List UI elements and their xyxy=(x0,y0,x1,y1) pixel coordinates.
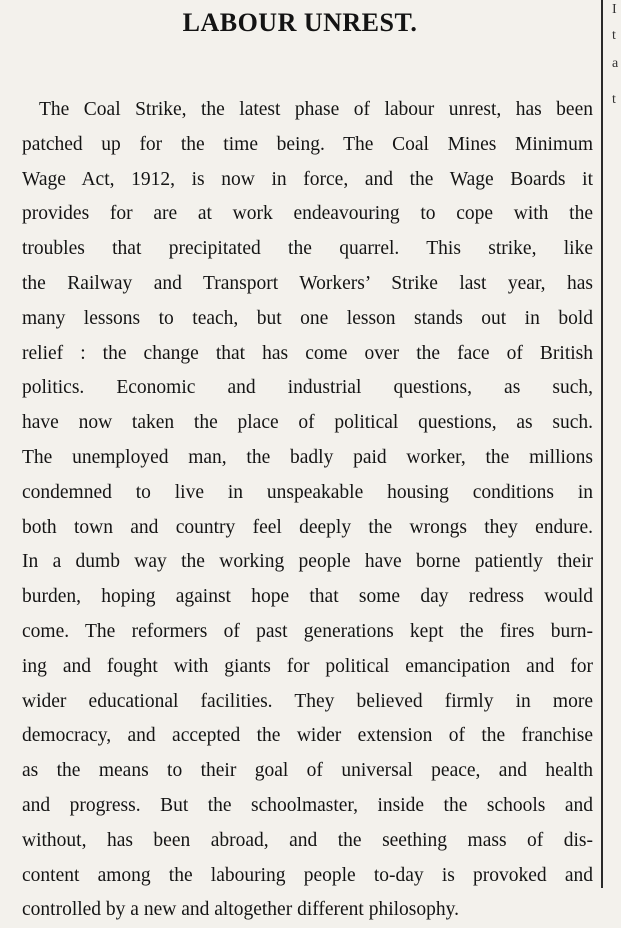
article-line: wider educational facilities. They believed firmly in more xyxy=(22,690,593,712)
article-line: without, has been abroad, and the seething mass of dis- xyxy=(22,829,593,851)
article-line: both town and country feel deeply the wrongs they endure. xyxy=(22,516,593,538)
column-divider xyxy=(601,0,603,888)
article-line: democracy, and accepted the wider extension of the franchise xyxy=(22,725,593,747)
article-line: ing and fought with giants for political emancipation and for xyxy=(22,655,593,677)
article-line: controlled by a new and altogether different philosophy. xyxy=(22,899,459,921)
article-line: have now taken the place of political questions, as such. xyxy=(22,412,593,434)
article-line: burden, hoping against hope that some day redress would xyxy=(22,586,593,608)
article-headline: LABOUR UNREST. xyxy=(182,8,418,37)
article-line: and progress. But the schoolmaster, inside the schools and xyxy=(22,794,593,816)
adjacent-column-fragment: a xyxy=(612,56,619,71)
article-line: Wage Act, 1912, is now in force, and the Wage Boards it xyxy=(22,168,593,190)
article-line: politics. Economic and industrial questions, as such, xyxy=(22,377,593,399)
article-line: provides for are at work endeavouring to cope with the xyxy=(22,203,593,225)
article-line: troubles that precipitated the quarrel. This strike, like xyxy=(22,238,593,260)
article-line: the Railway and Transport Workers’ Strike last year, has xyxy=(22,272,593,294)
article-line: many lessons to teach, but one lesson stands out in bold xyxy=(22,307,593,329)
article-line: patched up for the time being. The Coal Mines Minimum xyxy=(22,133,593,155)
article-line: The Coal Strike, the latest phase of labour unrest, has been xyxy=(39,99,593,120)
article-line: as the means to their goal of universal peace, and health xyxy=(22,760,593,782)
article-line: In a dumb way the working people have borne patiently their xyxy=(22,551,593,573)
article-line: condemned to live in unspeakable housing conditions in xyxy=(22,481,593,503)
adjacent-column-fragment: t xyxy=(612,92,616,107)
adjacent-column-fragment: t xyxy=(612,28,616,43)
article-line: come. The reformers of past generations kept the fires burn- xyxy=(22,620,593,642)
adjacent-column-fragment: I xyxy=(612,2,617,17)
article-body xyxy=(22,93,593,928)
article-line: The unemployed man, the badly paid worker, the millions xyxy=(22,446,593,468)
article-line: content among the labouring people to-day is provoked and xyxy=(22,864,593,886)
article-line: relief : the change that has come over the face of British xyxy=(22,342,593,364)
